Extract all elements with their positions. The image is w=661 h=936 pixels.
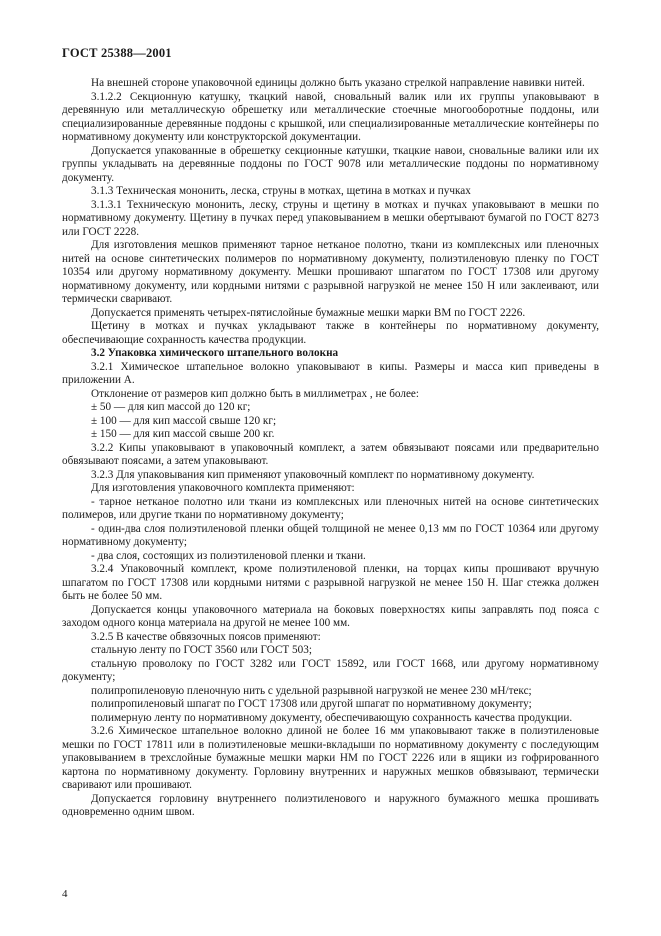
paragraph: Для изготовления упаковочного комплекта применяют: <box>91 482 355 494</box>
list-item: - тарное нетканое полотно или ткани из комплексных или пленочных нитей на основе синтетических полимеров, или другие ткани по нормативному документу; <box>62 495 599 521</box>
list-item: полипропиленовую пленочную нить с удельной разрывной нагрузкой не менее 230 мН/текс; <box>91 684 532 697</box>
list-item: полимерную ленту по нормативному документу, обеспечивающую сохранность качества продукции. <box>91 711 573 724</box>
standard-header: ГОСТ 25388—2001 <box>62 46 172 60</box>
paragraph: Допускается упакованные в обрешетку секционные катушки, ткацкие навои, сновальные валики или их группы укладывать на деревянные поддоны по ГОСТ 9078 или металлические поддоны по нормативному документу. <box>62 144 599 184</box>
paragraph: Для изготовления мешков применяют тарное нетканое полотно, ткани из комплексных или пленочных нитей на основе синтетических полимеров по нормативному документу, полиэтиленовую пленку по ГОСТ 10354 или другому нормативному документу. Мешки прошивают шпагатом по ГОСТ 17308 или другому нормативному документу, или кордными нитями с разрывной нагрузкой не менее 150 Н или заклеивают, или термически сваривают. <box>62 239 599 305</box>
list-item: стальную проволоку по ГОСТ 3282 или ГОСТ 15892, или ГОСТ 1668, или другому нормативному документу; <box>62 657 599 683</box>
paragraph: Допускается концы упаковочного материала на боковых поверхностях кипы заправлять под пояса с заходом одного конца материала на другой не менее 100 мм. <box>62 603 599 629</box>
paragraph: 3.2.1 Химическое штапельное волокно упаковывают в кипы. Размеры и масса кип приведены в приложении А. <box>62 360 599 386</box>
paragraph: 3.1.2.2 Секционную катушку, ткацкий навой, сновальный валик или их группы упаковывают в деревянную или металлическую обрешетку или металлические стоечные многооборотные поддоны, или специализированные деревянные поддоны с крышкой, или специализированные металлические контейнеры по нормативному документу или конструкторской документации. <box>62 90 599 143</box>
paragraph: 3.2.6 Химическое штапельное волокно длиной не более 16 мм упаковывают также в полиэтиленовые мешки по ГОСТ 17811 или в полиэтиленовые мешки-вкладыши по нормативному документу с последующим упаковыванием в трехслойные бумажные мешки марки НМ по ГОСТ 2226 или в ящики из гофрированного картона по нормативному документу. Горловину внутренних и наружных мешков обвязывают, термически сваривают или прошивают. <box>62 725 599 791</box>
list-item: полипропиленовый шпагат по ГОСТ 17308 или другой шпагат по нормативному документу; <box>91 698 532 710</box>
list-item: ± 50 — для кип массой до 120 кг; <box>91 401 251 413</box>
paragraph: 3.2.3 Для упаковывания кип применяют упаковочный комплект по нормативному документу. <box>91 468 535 481</box>
list-item: - два слоя, состоящих из полиэтиленовой пленки и ткани. <box>91 549 366 562</box>
list-item: ± 150 — для кип массой свыше 200 кг. <box>91 428 275 440</box>
paragraph: Щетину в мотках и пучках укладывают также в контейнеры по нормативному документу, обеспечивающие сохранность качества продукции. <box>62 320 599 346</box>
paragraph: 3.2.5 В качестве обвязочных поясов применяют: <box>91 630 321 643</box>
list-item: ± 100 — для кип массой свыше 120 кг; <box>91 414 277 427</box>
page-number: 4 <box>62 888 68 900</box>
paragraph: Отклонение от размеров кип должно быть в миллиметрах , не более: <box>91 387 419 400</box>
paragraph: 3.2.4 Упаковочный комплект, кроме полиэтиленовой пленки, на торцах кипы прошивают вручную шпагатом по ГОСТ 17308 или кордными нитями с разрывной нагрузкой не менее 150 Н. Шаг стежка должен быть не более 50 мм. <box>62 563 599 602</box>
paragraph: 3.1.3 Техническая мононить, леска, струны в мотках, щетина в мотках и пучках <box>91 185 471 197</box>
paragraph: Допускается горловину внутреннего полиэтиленового и наружного бумажного мешка прошивать одновременно одним швом. <box>62 792 599 818</box>
paragraph: 3.1.3.1 Техническую мононить, леску, струны и щетину в мотках и пучках упаковывают в мешки по нормативному документу. Щетину в пучках перед упаковыванием в мешки обертывают бумагой по ГОСТ 8273 или ГОСТ 2228. <box>62 198 599 238</box>
list-item: стальную ленту по ГОСТ 3560 или ГОСТ 503; <box>91 644 312 656</box>
list-item: - один-два слоя полиэтиленовой пленки общей толщиной не менее 0,13 мм по ГОСТ 10364 или другому нормативному документу; <box>62 522 599 548</box>
paragraph: 3.2.2 Кипы упаковывают в упаковочный комплект, а затем обвязывают поясами или предварительно обвязывают поясами, а затем упаковывают. <box>62 441 599 467</box>
section-heading: 3.2 Упаковка химического штапельного волокна <box>91 347 339 359</box>
document-body <box>62 77 599 820</box>
paragraph: На внешней стороне упаковочной единицы должно быть указано стрелкой направление навивки нитей. <box>91 77 585 89</box>
paragraph: Допускается применять четырех-пятислойные бумажные мешки марки ВМ по ГОСТ 2226. <box>91 306 526 319</box>
